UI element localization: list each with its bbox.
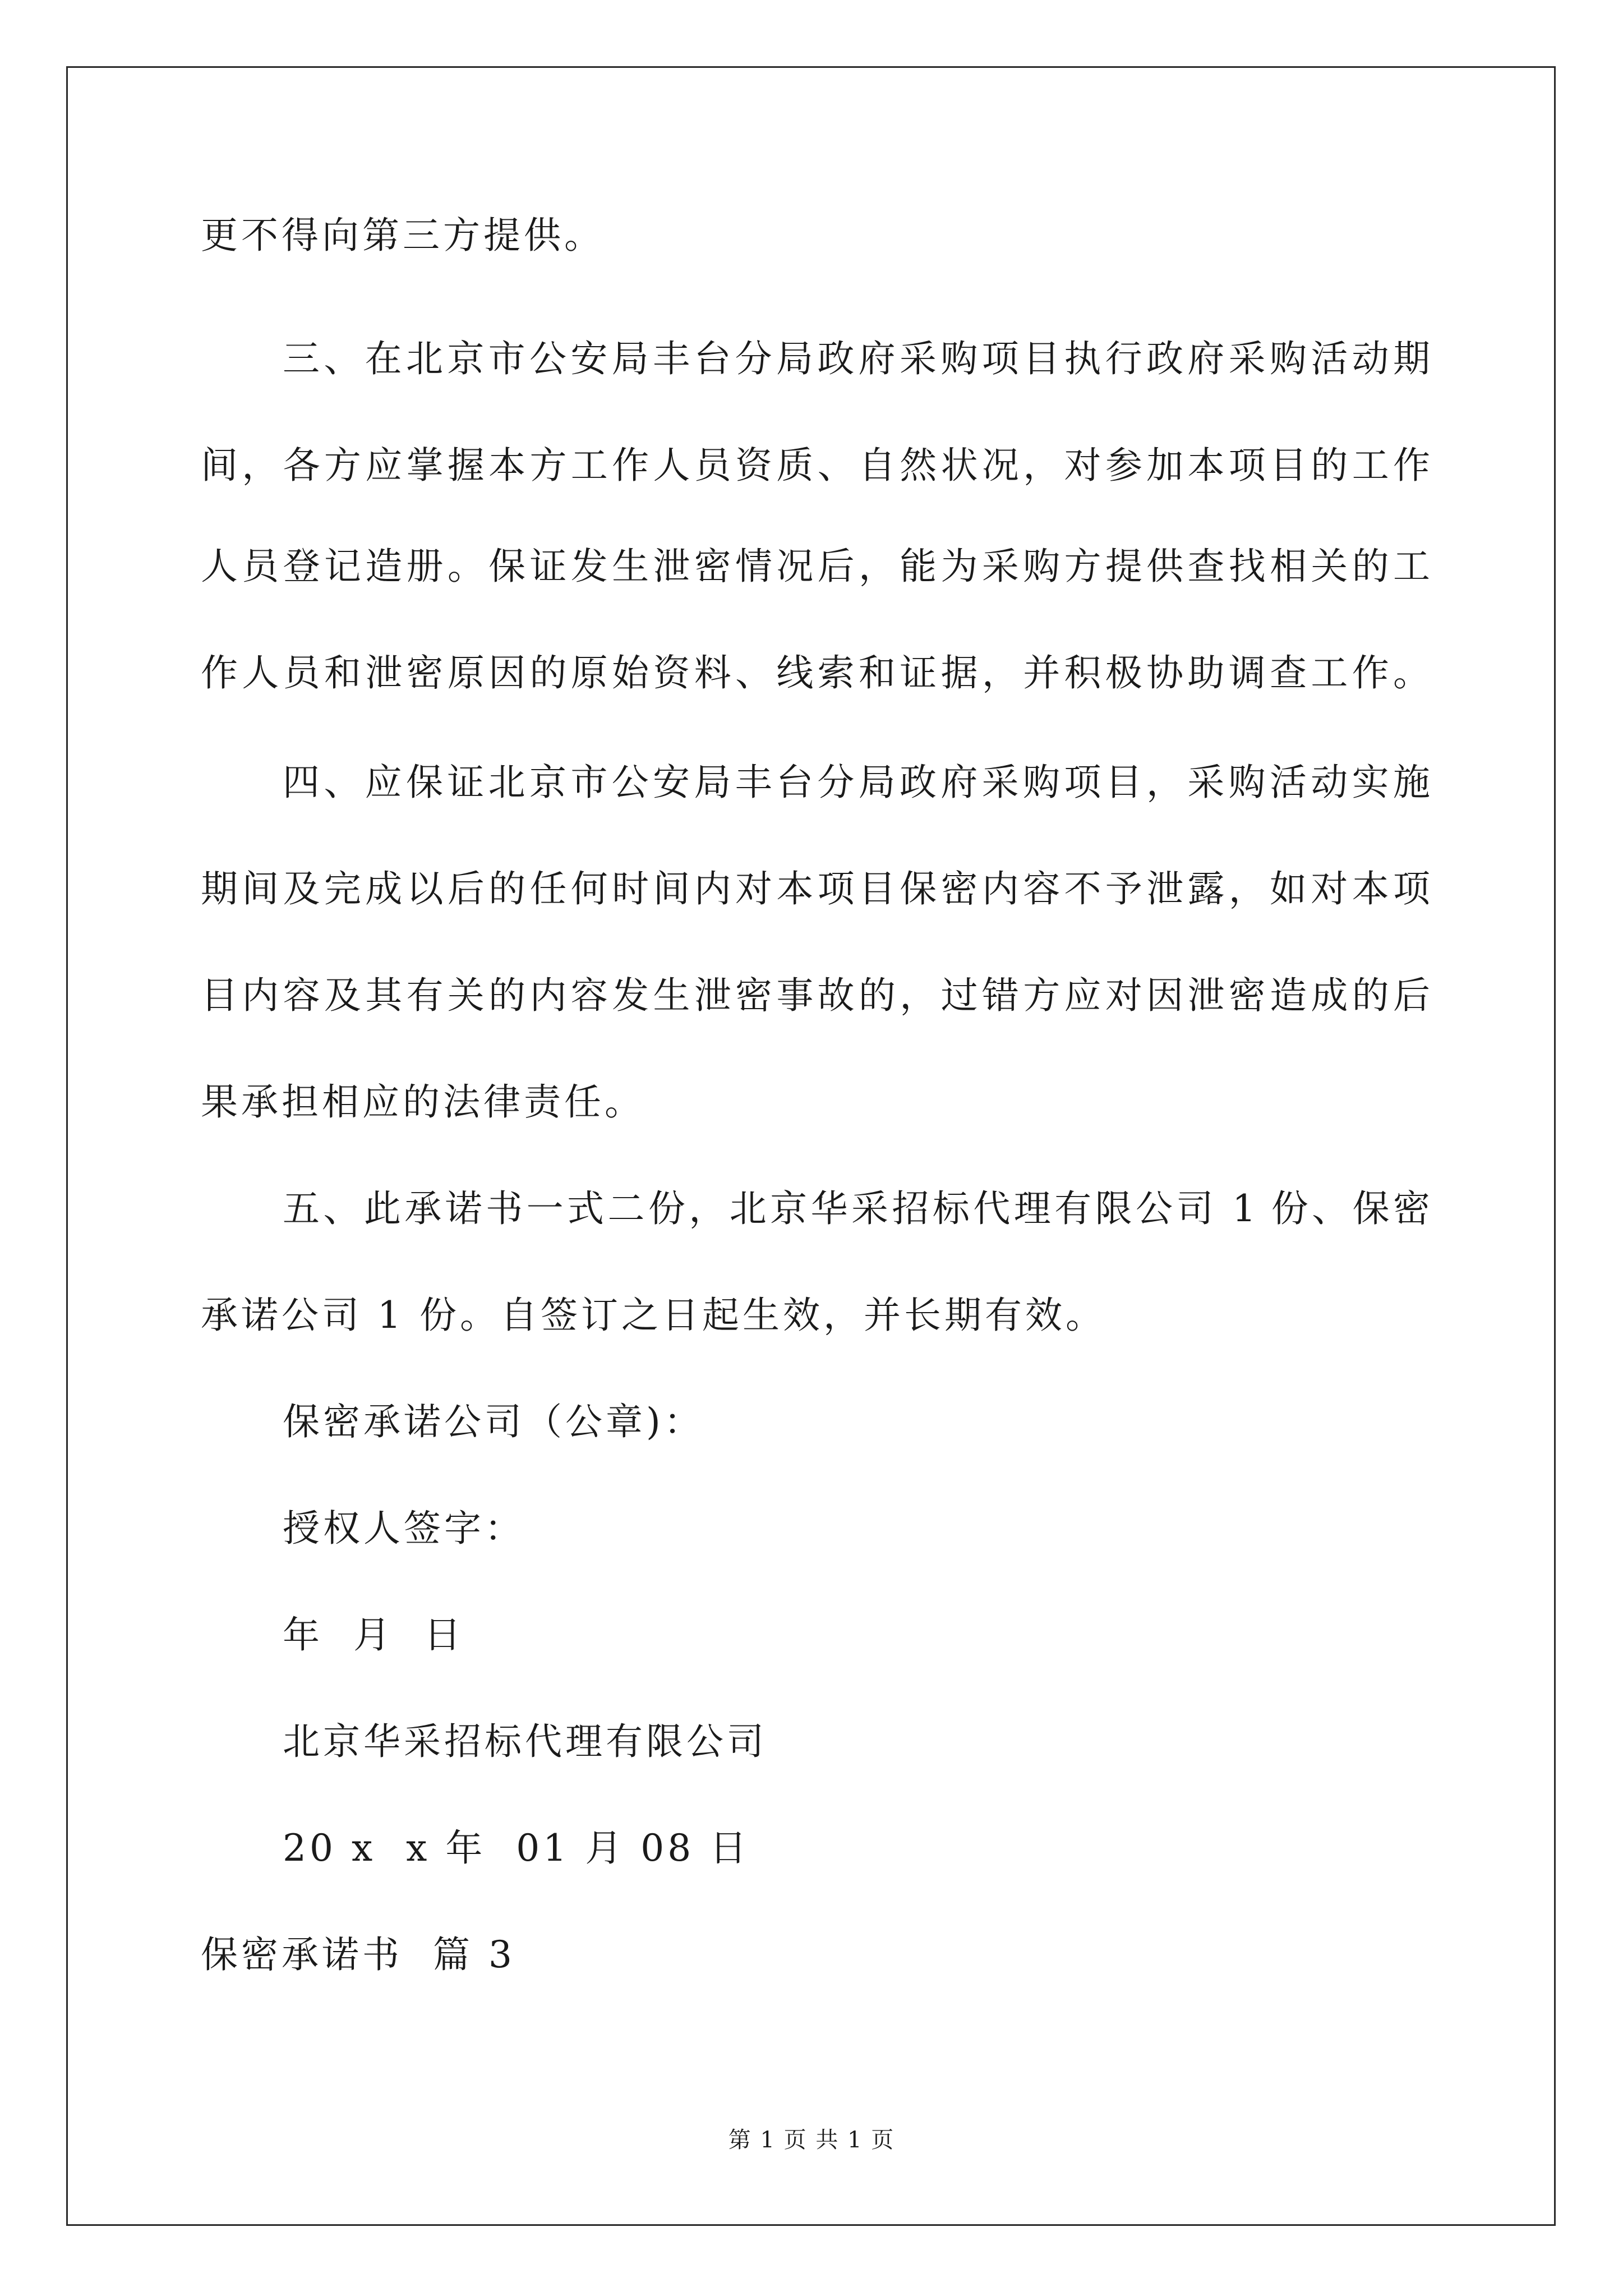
issue-date: 20 x x 年 01 月 08 日 bbox=[283, 1826, 750, 1870]
paragraph-line: 五、此承诺书一式二份，北京华采招标代理有限公司 1 份、保密 bbox=[283, 1187, 1430, 1230]
paragraph-line: 目内容及其有关的内容发生泄密事故的，过错方应对因泄密造成的后 bbox=[201, 974, 1430, 1017]
paragraph-line: 间，各方应掌握本方工作人员资质、自然状况，对参加本项目的工作 bbox=[201, 444, 1430, 487]
paragraph-line: 四、应保证北京市公安局丰台分局政府采购项目，采购活动实施 bbox=[283, 761, 1430, 804]
paragraph-line: 作人员和泄密原因的原始资料、线索和证据，并积极协助调查工作。 bbox=[201, 651, 1430, 694]
paragraph-line: 三、在北京市公安局丰台分局政府采购项目执行政府采购活动期 bbox=[283, 337, 1430, 380]
paragraph-line: 承诺公司 1 份。自签订之日起生效，并长期有效。 bbox=[201, 1294, 1106, 1337]
page-border bbox=[66, 66, 1556, 2226]
paragraph-line: 果承担相应的法律责任。 bbox=[201, 1080, 645, 1124]
date-blank-line: 年 月 日 bbox=[283, 1613, 464, 1657]
section-heading: 保密承诺书 篇 3 bbox=[201, 1933, 515, 1976]
company-name: 北京华采招标代理有限公司 bbox=[283, 1720, 767, 1763]
paragraph-line: 人员登记造册。保证发生泄密情况后，能为采购方提供查找相关的工 bbox=[201, 545, 1430, 588]
seal-line: 保密承诺公司（公章)： bbox=[283, 1400, 704, 1443]
paragraph-line: 更不得向第三方提供。 bbox=[201, 214, 605, 257]
paragraph-line: 期间及完成以后的任何时间内对本项目保密内容不予泄露，如对本项 bbox=[201, 867, 1430, 910]
signature-line: 授权人签字： bbox=[283, 1507, 525, 1550]
page-footer: 第 1 页 共 1 页 bbox=[728, 2127, 895, 2153]
